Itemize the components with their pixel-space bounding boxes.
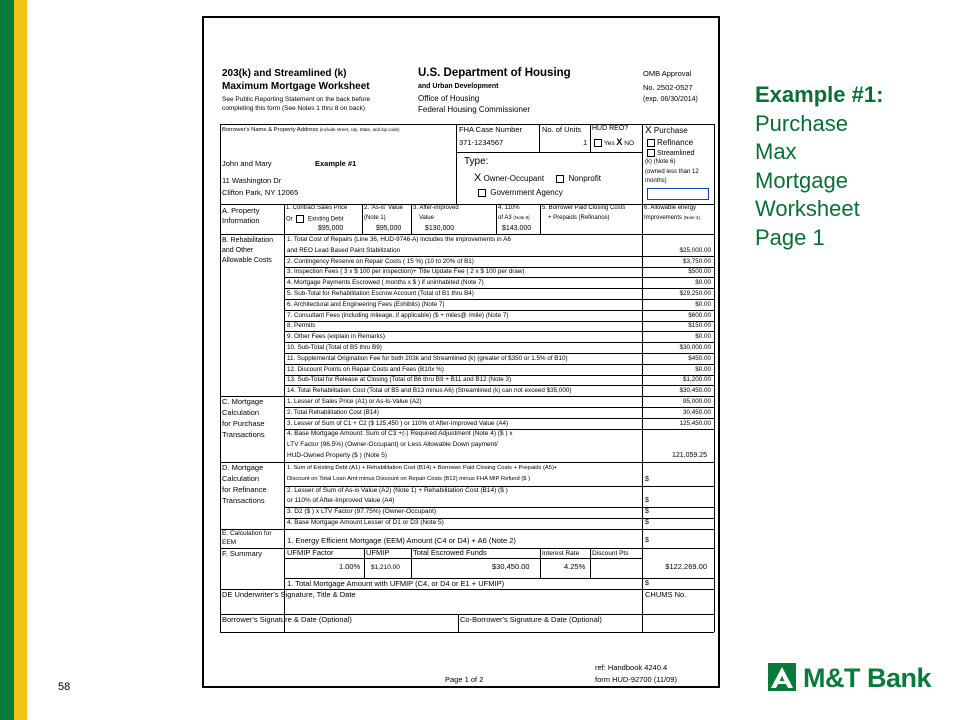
a4-note: (Note 8)	[513, 215, 530, 220]
f1-dollar: $	[645, 580, 649, 587]
a2-label: 2. 'As-is' Value	[364, 205, 403, 211]
rule	[540, 548, 541, 578]
owned-note-2: months)	[645, 178, 667, 184]
rule	[411, 204, 412, 234]
rule	[364, 548, 365, 578]
form-line-text: 9. Other Fees (explain in Remarks)	[287, 333, 385, 341]
section-d-label-4: Transactions	[222, 496, 265, 505]
c4-value: 121,059.25	[671, 452, 707, 459]
form-line-value: $1,200.00	[682, 376, 711, 384]
rule	[642, 124, 643, 204]
form-line-text: 1. Lesser of Sales Price (A1) or As-Is-Value (A2)	[287, 398, 422, 405]
form-line-value: $3,750.00	[682, 257, 711, 265]
omb-expiration: (exp. 06/30/2014)	[643, 96, 698, 103]
type-owner-row	[474, 172, 601, 185]
handbook-ref: ref: Handbook 4240.4	[595, 663, 668, 672]
c4-line-1: 4. Base Mortgage Amount: Sum of C3 +(-) Required Adjustment (Note 4) ($ ) x	[287, 430, 513, 437]
form-line-value: 30,450.00	[682, 409, 711, 416]
a1-or: Or	[286, 216, 293, 223]
form-line-text: 2. Contingency Reserve on Repair Costs ( 15 %) (10 to 20% of B1)	[287, 257, 474, 265]
reo-no-label: NO	[624, 140, 634, 147]
worksheet-form	[202, 16, 720, 688]
rule	[362, 204, 363, 234]
form-line-row	[284, 354, 714, 364]
rule	[590, 124, 591, 152]
owner-occupant-mark: X	[474, 172, 482, 184]
form-line-row	[284, 267, 714, 277]
form-line-text: 12. Discount Points on Repair Costs and Fees (B10x %)	[287, 365, 444, 373]
a2-note: (Note 1)	[364, 215, 386, 221]
purpose-purchase-row	[645, 125, 688, 137]
section-a-label-2: Information	[222, 216, 260, 225]
purpose-streamlined-row	[645, 149, 694, 158]
chums-number: CHUMS No.	[645, 590, 687, 599]
form-line-row	[284, 419, 714, 429]
ufmip-factor-value: 1.00%	[339, 562, 361, 571]
form-line-text: 1. Total Cost of Repairs (Line 36, HUD-9746-A) includes the improvements in A6	[287, 236, 511, 243]
rule	[539, 124, 540, 152]
form-line-value: $0.00	[695, 365, 711, 373]
discount-points-label: Discount Pts	[592, 550, 629, 557]
section-c-label-3: for Purchase	[222, 419, 265, 428]
form-line-text: 13. Sub-Total for Release at Closing (Total of B6 thru B9 + B11 and B12 (Note 3)	[287, 376, 512, 384]
slide-title-line: Worksheet	[755, 196, 860, 222]
purpose-refinance-row	[645, 138, 693, 147]
reo-yes-checkbox[interactable]	[594, 139, 602, 147]
section-b-label-2: and Other	[222, 247, 254, 254]
form-line-value: $500.00	[688, 268, 711, 276]
rule	[220, 632, 714, 633]
form-number: form HUD-92700 (11/09)	[595, 675, 677, 684]
form-line-value: 95,000.00	[682, 398, 711, 405]
section-b-label-1: B. Rehabilitation	[222, 237, 273, 244]
borrower-label: Borrower's Name & Property Address	[222, 127, 319, 133]
form-line-value: $150.00	[688, 322, 711, 330]
a4-label: 4. 110%	[498, 205, 520, 211]
slide-title-line: Mortgage	[755, 167, 848, 193]
form-line-row	[284, 246, 714, 256]
nonprofit-checkbox[interactable]	[556, 175, 564, 183]
reo-options	[592, 137, 634, 147]
form-line-value: $29,250.00	[679, 290, 711, 297]
reo-no-mark: X	[616, 137, 623, 147]
fha-case-value: 371-1234567	[459, 138, 504, 147]
rule	[458, 614, 459, 632]
hud-department: U.S. Department of Housing	[418, 67, 571, 79]
form-line-row	[284, 408, 714, 418]
borrower-city: Clifton Park, NY 12065	[222, 188, 299, 197]
rule	[642, 204, 643, 234]
a1-existing-debt: Existing Debt	[308, 216, 344, 223]
form-line-row	[284, 257, 714, 267]
f1-line: 1. Total Mortgage Amount with UFMIP (C4, or D4 or E1 + UFMIP)	[287, 579, 505, 588]
section-d-label-3: for Refinance	[222, 485, 267, 494]
borrower-name: John and Mary	[222, 159, 272, 168]
government-label: Government Agency	[490, 188, 563, 197]
form-line-text: and REO Lead Based Paint Stabilization	[287, 246, 401, 254]
section-c-label-1: C. Mortgage	[222, 397, 264, 406]
ufmip-label: UFMIP	[366, 548, 390, 557]
fha-case-label: FHA Case Number	[459, 125, 522, 134]
form-line-value: $30,450.00	[679, 387, 711, 395]
form-line-text: 3. Lesser of Sum of C1 + C2 ($ 125,450 ) or 110% of After-Improved Value (A4)	[287, 420, 509, 427]
borrower-label-note: (include street, city, State, and zip code)	[319, 127, 400, 132]
form-line-row	[284, 278, 714, 288]
rule	[284, 558, 642, 559]
form-line-text: 11. Supplemental Origination Fee for both 203k and Streamlined (k) (greater of $350 or 1.5% of B10)	[287, 354, 568, 362]
form-line-value: $25,000.00	[679, 246, 711, 254]
owner-occupant-label: Owner-Occupant	[483, 174, 545, 183]
d2-dollar: $	[645, 497, 649, 504]
rule	[540, 204, 541, 234]
form-line-row	[284, 235, 714, 245]
refinance-checkbox[interactable]	[647, 139, 655, 147]
form-line-row	[284, 332, 714, 342]
hud-office: Office of Housing	[418, 94, 480, 103]
slide-number: 58	[58, 681, 71, 693]
form-line-row	[284, 343, 714, 353]
type-gov-row	[476, 188, 563, 197]
form-line-text: 7. Consultant Fees (including mileage, if applicable) ($ + miles@ /mile) (Note 7)	[287, 311, 509, 319]
interest-rate-value: 4.25%	[564, 562, 586, 571]
c4-line-3: HUD-Owned Property ($ ) (Note 5)	[287, 452, 388, 459]
section-d-label-1: D. Mortgage	[222, 463, 264, 472]
type-label: Type:	[464, 156, 489, 167]
form-line-row	[284, 300, 714, 310]
streamlined-k-note: (k) (Note 6)	[645, 159, 676, 165]
rule	[496, 204, 497, 234]
form-line-row	[284, 386, 714, 396]
form-line-value: $600.00	[688, 311, 711, 319]
section-f-label: F. Summary	[222, 549, 263, 558]
d4-line: 4. Base Mortgage Amount Lesser of D1 or D3 (Note 5)	[287, 519, 444, 526]
section-b-label-3: Allowable Costs	[222, 257, 272, 264]
a3-label-2: Value	[419, 215, 434, 221]
rule	[456, 124, 457, 204]
existing-debt-checkbox[interactable]	[296, 215, 304, 223]
form-line-row	[284, 289, 714, 299]
section-c-label-4: Transactions	[222, 430, 265, 439]
form-line-value: $0.00	[695, 279, 711, 287]
interest-rate-label: Interest Rate	[542, 550, 580, 557]
rule	[590, 548, 591, 578]
d1-line-2: Discount on Total Loan Amt minus Discount on Repair Costs (B12) minus FHA MIP Refund ($ )	[287, 476, 531, 482]
form-line-text: 5. Sub-Total for Rehabilitation Escrow Account (Total of B1 thru B4)	[287, 290, 474, 297]
streamlined-label: Streamlined	[657, 149, 695, 157]
yellow-accent-bar	[14, 0, 27, 720]
green-accent-bar	[0, 0, 14, 720]
rule	[220, 462, 714, 463]
a2-value: $95,000	[376, 225, 402, 232]
form-line-row	[284, 365, 714, 375]
de-underwriter-signature: DE Underwriter's Signature, Title & Date	[222, 590, 356, 599]
e1-line: 1. Energy Efficient Mortgage (EEM) Amount (C4 or D4) + A6 (Note 2)	[287, 536, 516, 545]
a4-value: $143,000	[502, 225, 532, 232]
streamlined-checkbox[interactable]	[647, 149, 655, 157]
form-line-row	[284, 321, 714, 331]
a6-note: (Note 2)	[683, 215, 700, 220]
highlight-box	[647, 188, 709, 200]
form-subtitle: Maximum Mortgage Worksheet	[222, 81, 370, 92]
a6-improvements: Improvements	[644, 215, 683, 221]
rule	[411, 548, 412, 578]
d2-line-2: or 110% of After-Improved Value (A4)	[287, 497, 395, 504]
a4-label-2	[498, 215, 530, 222]
slide-title	[755, 81, 883, 253]
form-line-text: 10. Sub-Total (Total of B5 thru B9)	[287, 344, 382, 351]
purchase-mark: X	[645, 125, 652, 136]
form-line-row	[284, 397, 714, 407]
units-value: 1	[583, 138, 588, 147]
d1-dollar: $	[645, 476, 649, 483]
form-line-value: $0.00	[695, 300, 711, 308]
form-line-text: 3. Inspection Fees ( 3 x $ 100 per inspection)+ Title Update Fee ( 2 x $ 100 per draw)	[287, 268, 525, 276]
borrower-street: 11 Washington Dr	[222, 176, 282, 185]
a6-label: 6. Allowable energy	[644, 205, 697, 211]
c4-line-2: LTV Factor (96.5%) (Owner-Occupant) or Less Allowable Down payment/	[287, 441, 498, 448]
slide-title-line: Example #1:	[755, 82, 884, 107]
section-e-label-2: EEM	[222, 539, 237, 546]
rule	[220, 124, 221, 632]
section-e-label-1: E. Calculation for	[222, 530, 272, 537]
a6-label-2	[644, 215, 700, 222]
escrowed-funds-label: Total Escrowed Funds	[413, 548, 487, 557]
borrower-label-row	[222, 127, 400, 134]
a5-label: 5. Borrower Paid Closing Costs	[542, 205, 626, 211]
form-note-2: completing this form (See Notes 1 thru 8 on back)	[222, 105, 366, 112]
section-c-label-2: Calculation	[222, 408, 260, 417]
form-line-value: 125,450.00	[679, 420, 711, 427]
rule	[714, 124, 715, 632]
reo-label: HUD REO?	[592, 125, 629, 132]
ufmip-factor-label: UFMIP Factor	[287, 548, 334, 557]
e1-dollar: $	[645, 537, 649, 544]
d2-line-1: 2. Lesser of Sum of As-is Value (A2) (Note 1) + Rehabilitation Cost (B14) ($ )	[287, 487, 508, 494]
form-line-text: 2. Total Rehabilitation Cost (B14)	[287, 409, 379, 416]
d3-dollar: $	[645, 508, 649, 515]
total-mortgage-value: $122,269.00	[665, 562, 707, 571]
government-checkbox[interactable]	[478, 189, 486, 197]
form-title: 203(k) and Streamlined (k)	[222, 68, 347, 79]
purchase-label: Purchase	[653, 126, 688, 135]
logo-mark-icon	[768, 663, 796, 691]
form-line-value: $450.00	[688, 354, 711, 362]
a1-value: $95,000	[318, 225, 344, 232]
rule	[220, 529, 714, 530]
ufmip-value: $1,210.00	[371, 564, 400, 571]
section-a-label-1: A. Property	[222, 206, 260, 215]
d4-dollar: $	[645, 519, 649, 526]
a5-label-2: + Prepaids (Refinance)	[548, 215, 610, 221]
form-line-text: 6. Architectural and Engineering Fees (Exhibits) (Note 7)	[287, 300, 445, 308]
d3-line: 3. D2 ($ ) x LTV Factor (97.75%) (Owner-Occupant)	[287, 508, 437, 515]
a3-label: 3. After-improved	[413, 205, 459, 211]
form-line-row	[284, 375, 714, 385]
owned-note-1: (owned less than 12	[645, 169, 699, 175]
a1-label: 1. Contract Sales Price	[286, 205, 348, 211]
units-label: No. of Units	[542, 125, 582, 134]
form-line-text: 14. Total Rehabilitation Cost (Total of B5 and B13 minus A6) (Streamlined (k) can not exceed $35,000)	[287, 387, 572, 395]
a1-existing-row	[286, 215, 343, 223]
hud-department-2: and Urban Development	[418, 83, 499, 90]
section-d-label-2: Calculation	[222, 474, 260, 483]
form-line-value: $0.00	[695, 333, 711, 341]
reo-yes-label: Yes	[604, 140, 615, 147]
escrowed-funds-value: $30,450.00	[492, 562, 530, 571]
omb-approval: OMB Approval	[643, 69, 692, 78]
coborrower-signature: Co-Borrower's Signature & Date (Optional)	[460, 615, 602, 624]
omb-number: No. 2502-0527	[643, 83, 693, 92]
slide-title-line: Purchase	[755, 110, 848, 136]
slide-title-line: Max	[755, 139, 797, 165]
form-line-value: $30,000.00	[679, 344, 711, 351]
example-label: Example #1	[315, 159, 357, 168]
a3-value: $130,000	[425, 225, 455, 232]
form-line-row	[284, 311, 714, 321]
refinance-label: Refinance	[657, 138, 694, 147]
slide-title-line: Page 1	[755, 224, 825, 250]
a4-of-a3: of A3	[498, 215, 512, 221]
nonprofit-label: Nonprofit	[568, 174, 601, 183]
d1-line-1: 1. Sum of Existing Debt (A1) + Rehabilitation Cost (B14) + Borrower Paid Closing Costs + Prepaids (A5)+	[287, 465, 558, 471]
form-note-1: See Public Reporting Statement on the back before	[222, 96, 371, 103]
rule	[456, 152, 642, 153]
borrower-signature: Borrower's Signature & Date (Optional)	[222, 615, 352, 624]
hud-commissioner: Federal Housing Commissioner	[418, 105, 531, 114]
form-line-text: 8. Permits	[287, 322, 316, 330]
page-indicator: Page 1 of 2	[445, 675, 484, 684]
logo-text: M&T Bank	[803, 663, 932, 693]
form-line-text: 4. Mortgage Payments Escrowed ( months x $ ) if uninhabited (Note 7)	[287, 279, 484, 287]
